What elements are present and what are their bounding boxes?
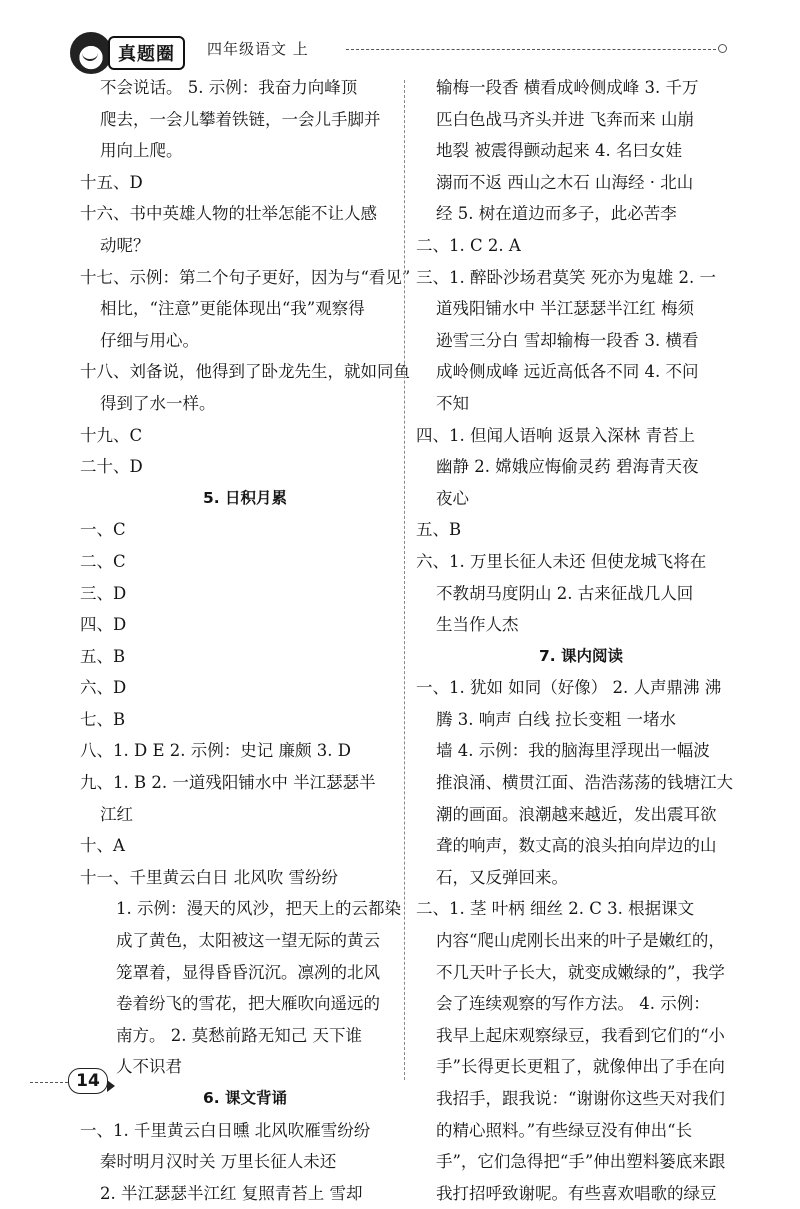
brand-logo: 真题圈	[108, 36, 185, 70]
answer-line: 五、B	[80, 646, 126, 666]
answer-line: 我招手，跟我说：“谢谢你这些天对我们	[436, 1089, 725, 1108]
answer-line: 1. 示例：漫天的风沙，把天上的云都染	[116, 899, 401, 919]
answer-line: 动呢？	[100, 235, 150, 255]
answer-line: 秦时明月汉时关 万里长征人未还	[100, 1152, 337, 1172]
answer-line: 不会说话。 5. 示例：我奋力向峰顶	[100, 78, 358, 97]
answer-line: 手”长得更长更粗了，就像伸出了手在向	[436, 1057, 725, 1077]
left-column	[80, 72, 410, 1209]
answer-line: 二、1. 茎 叶柄 细丝 2. C 3. 根据课文	[416, 899, 695, 919]
answer-line: 匹白色战马齐头并进 飞奔而来 山崩	[436, 109, 694, 129]
answer-line: 的精心照料。”有些绿豆没有伸出“长	[436, 1120, 693, 1140]
answer-line: 不教胡马度阴山 2. 古来征战几人回	[436, 583, 694, 603]
answer-line: 成岭侧成峰 远近高低各不同 4. 不问	[436, 362, 699, 382]
answer-line: 九、1. B 2. 一道残阳铺水中 半江瑟瑟半	[80, 773, 376, 793]
answer-line: 八、1. D E 2. 示例：史记 廉颇 3. D	[80, 741, 351, 761]
answer-line: 腾 3. 响声 白线 拉长变粗 一堵水	[436, 709, 676, 729]
answer-line: 不知	[436, 393, 469, 413]
answer-line: 推浪涌、横贯江面、浩浩荡荡的钱塘江大	[436, 773, 733, 793]
answer-line: 石，又反弹回来。	[436, 867, 568, 887]
answer-line: 经 5. 树在道边而多子，此必苦李	[436, 204, 677, 224]
section-heading: 5. 日积月累	[202, 488, 288, 507]
answer-line: 手”，它们急得把“手”伸出塑料篓底来跟	[436, 1152, 726, 1172]
answer-line: 三、D	[80, 583, 127, 603]
answer-line: 内容“爬山虎刚长出来的叶子是嫩红的，	[436, 931, 725, 951]
answer-line: 十九、C	[80, 425, 143, 445]
answer-line: 十八、刘备说，他得到了卧龙先生，就如同鱼	[80, 362, 410, 382]
answer-line: 四、D	[80, 615, 127, 635]
answer-line: 仔细与用心。	[100, 330, 199, 350]
page-arrow-icon	[107, 1080, 115, 1092]
answer-line: 得到了水一样。	[100, 393, 216, 413]
answer-line: 输梅一段香 横看成岭侧成峰 3. 千万	[436, 78, 699, 97]
answer-line: 十、A	[80, 836, 125, 856]
answer-line: 南方。 2. 莫愁前路无知己 天下谁	[116, 1025, 362, 1045]
answer-line: 十七、示例：第二个句子更好，因为与“看见”	[80, 267, 411, 287]
answer-line: 逊雪三分白 雪却输梅一段香 3. 横看	[436, 330, 699, 350]
answer-line: 六、1. 万里长征人未还 但使龙城飞将在	[416, 551, 707, 571]
answer-line: 一、1. 千里黄云白日曛 北风吹雁雪纷纷	[80, 1120, 371, 1140]
answer-line: 道残阳铺水中 半江瑟瑟半江红 梅须	[436, 299, 694, 319]
answer-line: 聋的响声，数丈高的浪头拍向岸边的山	[436, 836, 717, 856]
page-number: 14	[68, 1068, 108, 1094]
answer-line: 2. 半江瑟瑟半江红 复照青苔上 雪却	[100, 1183, 363, 1203]
answer-line: 溺而不返 西山之木石 山海经 · 北山	[436, 172, 694, 192]
answer-line: 一、C	[80, 520, 126, 540]
answer-line: 四、1. 但闻人语响 返景入深林 青苔上	[416, 425, 695, 445]
answer-line: 我打招呼致谢呢。有些喜欢唱歌的绿豆	[436, 1183, 717, 1203]
answer-line: 成了黄色，太阳被这一望无际的黄云	[116, 931, 380, 951]
answer-line: 爬去，一会儿攀着铁链，一会儿手脚并	[100, 109, 381, 129]
answer-line: 五、B	[416, 520, 462, 540]
answer-line: 我早上起床观察绿豆，我看到它们的“小	[436, 1025, 725, 1045]
right-column	[416, 72, 746, 1209]
header-dot-icon	[718, 44, 727, 53]
answer-line: 人不识君	[116, 1057, 182, 1077]
section-heading: 6. 课文背诵	[202, 1089, 288, 1107]
answer-line: 二十、D	[80, 457, 143, 477]
answer-line: 幽静 2. 嫦娥应悔偷灵药 碧海青天夜	[436, 457, 699, 477]
answer-line: 相比，“注意”更能体现出“我”观察得	[100, 299, 365, 319]
answer-line: 卷着纷飞的雪花，把大雁吹向遥远的	[116, 994, 380, 1014]
answer-line: 用向上爬。	[100, 141, 183, 161]
answer-line: 一、1. 犹如 如同（好像） 2. 人声鼎沸 沸	[416, 678, 722, 698]
page-header	[60, 34, 740, 74]
answer-line: 地裂 被震得颤动起来 4. 名曰女娃	[436, 141, 682, 161]
answer-line: 二、C	[80, 551, 126, 571]
grade-subject-label: 四年级语文 上	[207, 40, 309, 58]
answer-line: 七、B	[80, 709, 126, 729]
footer-dashed-line	[30, 1082, 68, 1083]
answer-line: 二、1. C 2. A	[416, 235, 521, 255]
answer-line: 不几天叶子长大，就变成嫩绿的”，我学	[436, 962, 725, 982]
column-divider	[404, 80, 405, 1080]
section-heading: 7. 课内阅读	[538, 646, 624, 665]
answer-line: 十五、D	[80, 172, 143, 192]
answer-line: 夜心	[436, 488, 469, 508]
answer-line: 三、1. 醉卧沙场君莫笑 死亦为鬼雄 2. 一	[416, 267, 716, 287]
mascot-logo-icon	[70, 32, 112, 74]
answer-line: 生当作人杰	[436, 615, 519, 635]
answer-line: 江红	[100, 804, 133, 824]
answer-line: 墙 4. 示例：我的脑海里浮现出一幅波	[436, 741, 710, 761]
answer-line: 会了连续观察的写作方法。 4. 示例：	[436, 994, 710, 1014]
answer-line: 潮的画面。浪潮越来越近，发出震耳欲	[436, 804, 717, 824]
answer-line: 十六、书中英雄人物的壮举怎能不让人感	[80, 204, 377, 224]
answer-line: 六、D	[80, 678, 127, 698]
answer-line: 十一、千里黄云白日 北风吹 雪纷纷	[80, 867, 338, 887]
answer-line: 笼罩着，显得昏昏沉沉。凛冽的北风	[116, 962, 380, 982]
header-dashed-line	[346, 49, 716, 50]
